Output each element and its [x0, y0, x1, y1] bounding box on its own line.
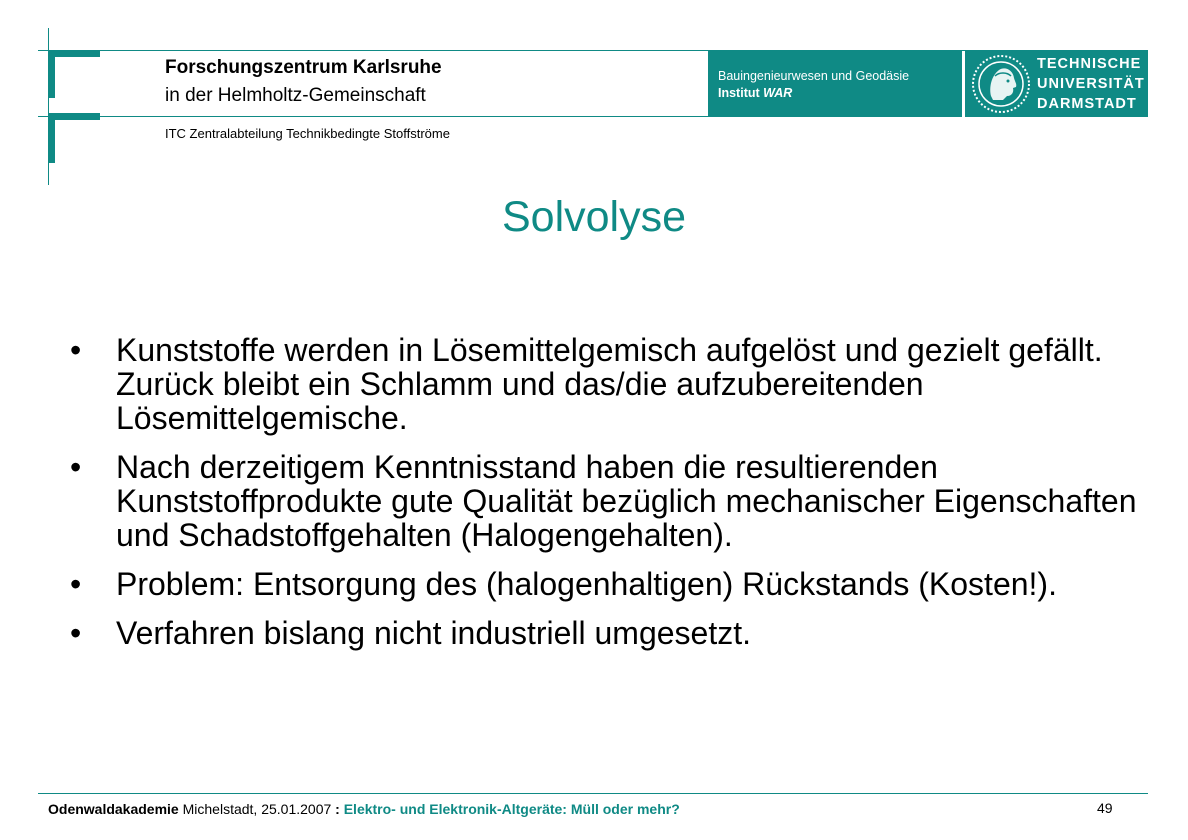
- bullet-text: Kunststoffe werden in Lösemittelgemisch aufgelöst und gezielt gefällt. Zurück bleibt ein Schlamm und das/die aufzubereitenden Lösemittelgemische.: [116, 332, 1103, 436]
- faculty-box: [708, 50, 962, 117]
- footer-event: Odenwaldakademie: [48, 801, 179, 817]
- faculty-name: Bauingenieurwesen und Geodäsie: [718, 69, 910, 83]
- logo-bracket-bottom-horizontal: [48, 113, 100, 120]
- university-line-1: TECHNISCHE: [1037, 56, 1142, 72]
- footer-separator: :: [335, 801, 344, 817]
- page-number: 49: [1097, 800, 1113, 816]
- bullet-item: [70, 616, 1150, 650]
- university-line-3: DARMSTADT: [1037, 96, 1137, 112]
- bullet-dot: •: [70, 449, 82, 485]
- university-logo: [965, 50, 1148, 117]
- bullet-item: [70, 567, 1150, 601]
- athena-head-icon: [969, 52, 1033, 116]
- bullet-list: [70, 333, 1150, 665]
- logo-bracket-top-horizontal: [48, 50, 100, 57]
- institute-name: [718, 86, 792, 100]
- bullet-item: [70, 450, 1150, 552]
- university-line-2: UNIVERSITÄT: [1037, 76, 1145, 92]
- university-wordmark: [1037, 54, 1145, 114]
- footer-text: [48, 801, 680, 817]
- logo-bracket-bottom-vertical: [48, 113, 55, 163]
- organization-subtitle: in der Helmholtz-Gemeinschaft: [165, 85, 426, 106]
- slide-title: Solvolyse: [501, 193, 687, 241]
- bullet-item: [70, 333, 1150, 435]
- bullet-text: Nach derzeitigem Kenntnisstand haben die resultierenden Kunststoffprodukte gute Qualität bezüglich mechanischer Eigenschaften und Schadstoffgehalten (Halogengehalten).: [116, 449, 1137, 553]
- footer-place-date: Michelstadt, 25.01.2007: [178, 801, 336, 817]
- bullet-dot: •: [70, 566, 82, 602]
- footer-topic: Elektro- und Elektronik-Altgeräte: Müll oder mehr?: [343, 801, 680, 817]
- institute-prefix: Institut: [718, 86, 764, 100]
- bullet-text: Verfahren bislang nicht industriell umgesetzt.: [116, 615, 752, 651]
- header-rule-middle: [38, 116, 708, 117]
- bullet-dot: •: [70, 615, 82, 651]
- organization-name: Forschungszentrum Karlsruhe: [165, 57, 442, 78]
- footer-rule: [38, 793, 1148, 794]
- department-name: ITC Zentralabteilung Technikbedingte Stoffströme: [165, 126, 450, 141]
- institute-abbrev: WAR: [763, 86, 793, 100]
- bullet-dot: •: [70, 332, 82, 368]
- bullet-text: Problem: Entsorgung des (halogenhaltigen) Rückstands (Kosten!).: [116, 566, 1057, 602]
- logo-bracket-top-vertical: [48, 50, 55, 98]
